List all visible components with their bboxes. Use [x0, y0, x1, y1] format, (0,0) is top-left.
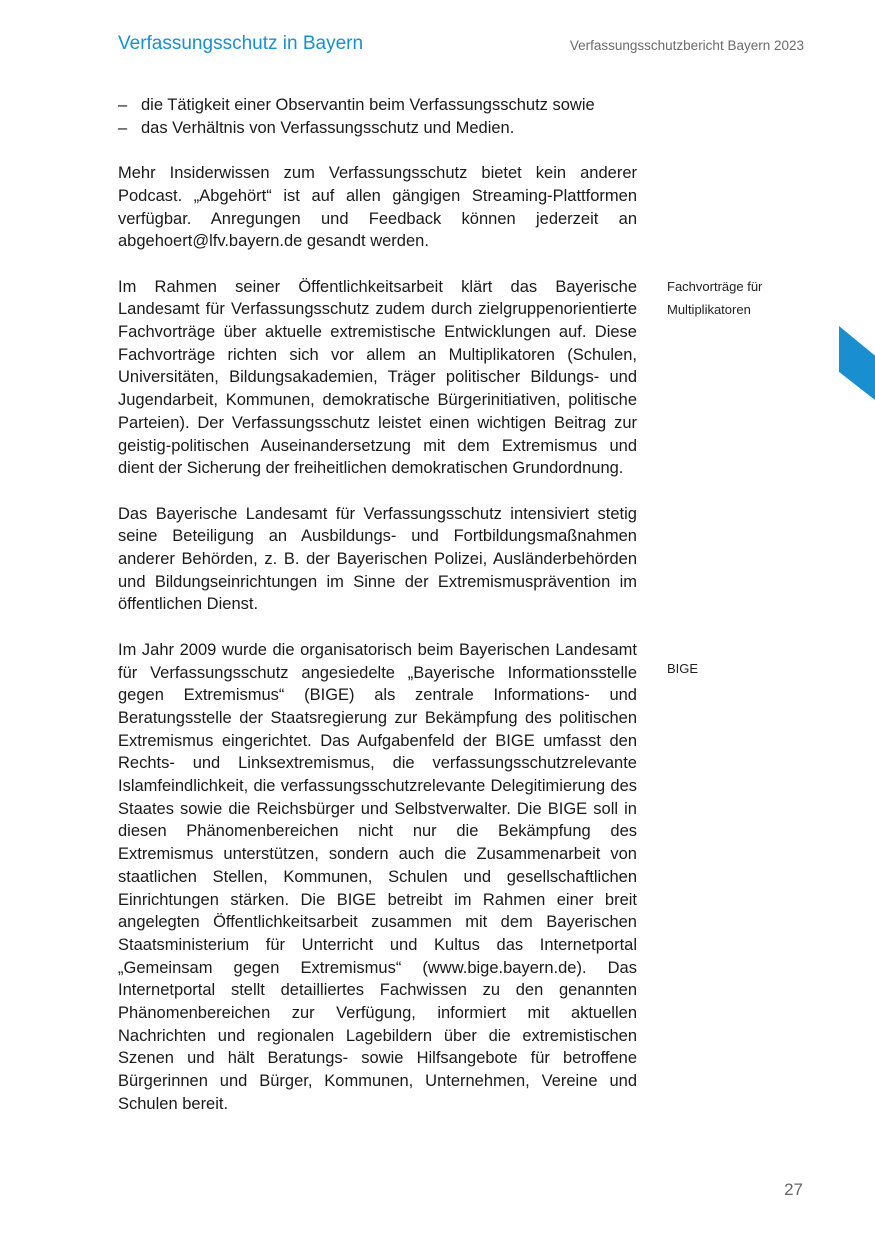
section-title: Verfassungsschutz in Bayern — [118, 33, 364, 54]
list-item: – die Tätigkeit einer Observantin beim Verfassungsschutz sowie — [118, 94, 637, 117]
paragraph-fortbildung: Das Bayerische Landesamt für Verfassungsschutz intensiviert stetig seine Beteiligung an Ausbildungs- und Fortbildungsmaßnahmen anderer Behörden, z. B. der Bayerischen Polizei, Ausländerbehörden und Bildungseinrichtungen im Sinne der Extremismusprävention im öffentlichen Dienst. — [118, 504, 637, 614]
bullet-list — [118, 94, 637, 139]
main-text — [118, 94, 637, 1138]
margin-note-line: Multiplikatoren — [667, 301, 751, 317]
paragraph-fachvortraege: Im Rahmen seiner Öffentlichkeitsarbeit klärt das Bayerische Landesamt für Verfassungsschutz zudem durch zielgruppenorientierte Fachvorträge über aktuelle extremistische Entwicklungen auf. Diese Fachvorträge richten sich vor allem an Multiplikatoren (Schulen, Universitäten, Bildungsakademien, Träger politischer Bildungs- und Jugendarbeit, Kommunen, demokratische Bürgerinitiativen, politische Parteien). Der Verfassungsschutz leistet einen wichtigen Beitrag zur geistig-politischen Auseinandersetzung mit dem Extremismus und dient der Sicherung der freiheitlichen demokratischen Grundordnung. — [118, 277, 637, 478]
paragraph-bige: Im Jahr 2009 wurde die organisatorisch beim Bayerischen Landesamt für Verfassungsschutz angesiedelte „Bayerische Informationsstelle gegen Extremismus“ (BIGE) als zentrale Informations- und Beratungsstelle der Staatsregierung zur Bekämpfung des politischen Extremismus eingerichtet. Das Aufgabenfeld der BIGE umfasst den Rechts- und Linksextremismus, die verfassungsschutzrelevante Islamfeindlichkeit, die verfassungsschutzrelevante Delegitimierung des Staates sowie die Reichsbürger und Selbstverwalter. Die BIGE soll in diesen Phänomenbereichen nicht nur die Bekämpfung des Extremismus unterstützen, sondern auch die Zusammenarbeit von staatlichen Stellen, Kommunen, Schulen und gesellschaftlichen Einrichtungen stärken. Die BIGE betreibt im Rahmen einer breit angelegten Öffentlichkeitsarbeit zusammen mit dem Bayerischen Staatsministerium für Unterricht und Kultus das Internetportal „Gemeinsam gegen Extremismus“ (www.bige.bayern.de). Das Internetportal stellt detailliertes Fachwissen zu den genannten Phänomenbereichen zur Verfügung, informiert mit aktuellen Nachrichten und regionalen Lagebildern über die extremistischen Szenen und hält Beratungs- sowie Hilfsangebote für betroffene Bürgerinnen und Bürger, Kommunen, Unternehmen, Vereine und Schulen bereit. — [118, 640, 637, 1113]
report-title: Verfassungsschutzbericht Bayern 2023 — [569, 38, 804, 53]
margin-note-bige: BIGE — [667, 661, 699, 676]
margin-note-fachvortraege — [667, 276, 817, 321]
page-number: 27 — [784, 1180, 803, 1199]
chapter-tab-marker — [839, 326, 875, 400]
margin-note-line: Fachvorträge für — [667, 279, 763, 294]
list-item: – das Verhältnis von Verfassungsschutz und Medien. — [118, 117, 637, 140]
paragraph-podcast: Mehr Insiderwissen zum Verfassungsschutz bietet kein anderer Podcast. „Abgehört“ ist auf allen gängigen Streaming-Plattformen verfügbar. Anregungen und Feedback können jederzeit an abgehoert@lfv.bayern.de gesandt werden. — [118, 164, 637, 251]
